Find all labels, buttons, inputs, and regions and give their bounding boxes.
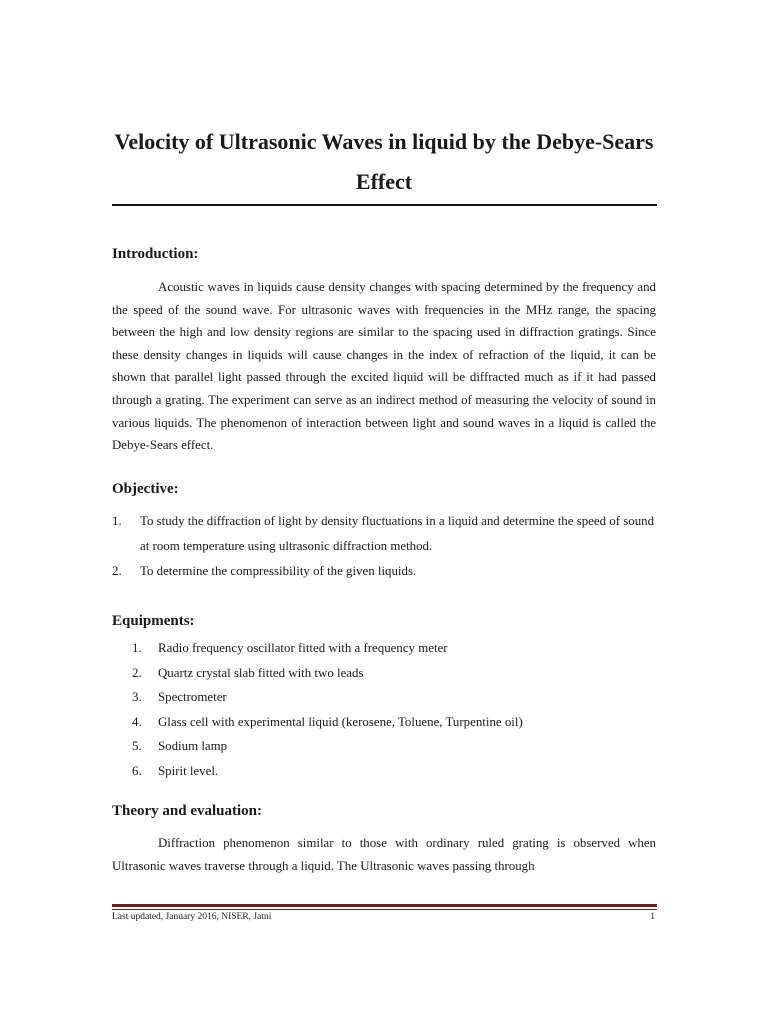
- page-number: 1: [650, 912, 655, 922]
- theory-paragraph: Diffraction phenomenon similar to those with ordinary ruled grating is observed when Ultrasonic waves traverse through a liquid. The Ultrasonic waves passing through: [112, 836, 656, 873]
- list-item-text: To determine the compressibility of the given liquids.: [140, 564, 417, 578]
- list-item-number: 6.: [132, 763, 142, 778]
- list-item: [112, 559, 656, 584]
- list-item-number: 2.: [112, 564, 122, 578]
- list-item-number: 2.: [132, 665, 142, 680]
- equipments-heading: Equipments:: [112, 613, 195, 629]
- introduction-paragraph: Acoustic waves in liquids cause density changes with spacing determined by the frequency and the speed of the sound wave. For ultrasonic waves with frequencies in the MHz range, the spacing between the high and low density regions are similar to the spacing used in diffraction gratings. Since these density changes in liquids will cause changes in the index of refraction of the liquid, it can be shown that parallel light passed through the excited liquid will be diffracted much as if it had passed through a grating. The experiment can serve as an indirect method of measuring the velocity of sound in various liquids. The phenomenon of interaction between light and sound waves in a liquid is called the Debye-Sears effect.: [112, 280, 656, 453]
- equipments-list: [132, 636, 652, 784]
- list-item-text: To study the diffraction of light by density fluctuations in a liquid and determine the speed of sound at room temperature using ultrasonic diffraction method.: [140, 514, 655, 553]
- list-item-number: 1.: [112, 514, 122, 528]
- document-title: Velocity of Ultrasonic Waves in liquid by the Debye-Sears Effect: [114, 129, 654, 194]
- list-item: [112, 509, 656, 559]
- footer-text: Last updated, January 2016, NISER, Jatni: [112, 912, 272, 922]
- introduction-heading: Introduction:: [112, 246, 199, 262]
- list-item-number: 5.: [132, 739, 142, 754]
- footer-divider-thin: [112, 909, 657, 910]
- objective-list: [112, 509, 656, 584]
- list-item-text: Sodium lamp: [158, 739, 228, 754]
- list-item: [132, 661, 652, 686]
- list-item: [132, 734, 652, 759]
- list-item-text: Radio frequency oscillator fitted with a frequency meter: [158, 641, 448, 655]
- list-item-text: Spirit level.: [158, 763, 219, 778]
- list-item-number: 4.: [132, 714, 142, 729]
- list-item-number: 1.: [132, 641, 142, 655]
- theory-heading: Theory and evaluation:: [112, 803, 263, 819]
- list-item-text: Spectrometer: [158, 690, 227, 705]
- title-divider: [112, 204, 657, 206]
- list-item-text: Quartz crystal slab fitted with two leads: [158, 665, 364, 680]
- list-item-text: Glass cell with experimental liquid (kerosene, Toluene, Turpentine oil): [158, 714, 523, 729]
- list-item: [132, 685, 652, 710]
- list-item: [132, 759, 652, 784]
- list-item-number: 3.: [132, 690, 142, 705]
- footer-divider: [112, 904, 657, 907]
- list-item: [132, 710, 652, 735]
- list-item: [132, 636, 652, 661]
- objective-heading: Objective:: [112, 481, 179, 497]
